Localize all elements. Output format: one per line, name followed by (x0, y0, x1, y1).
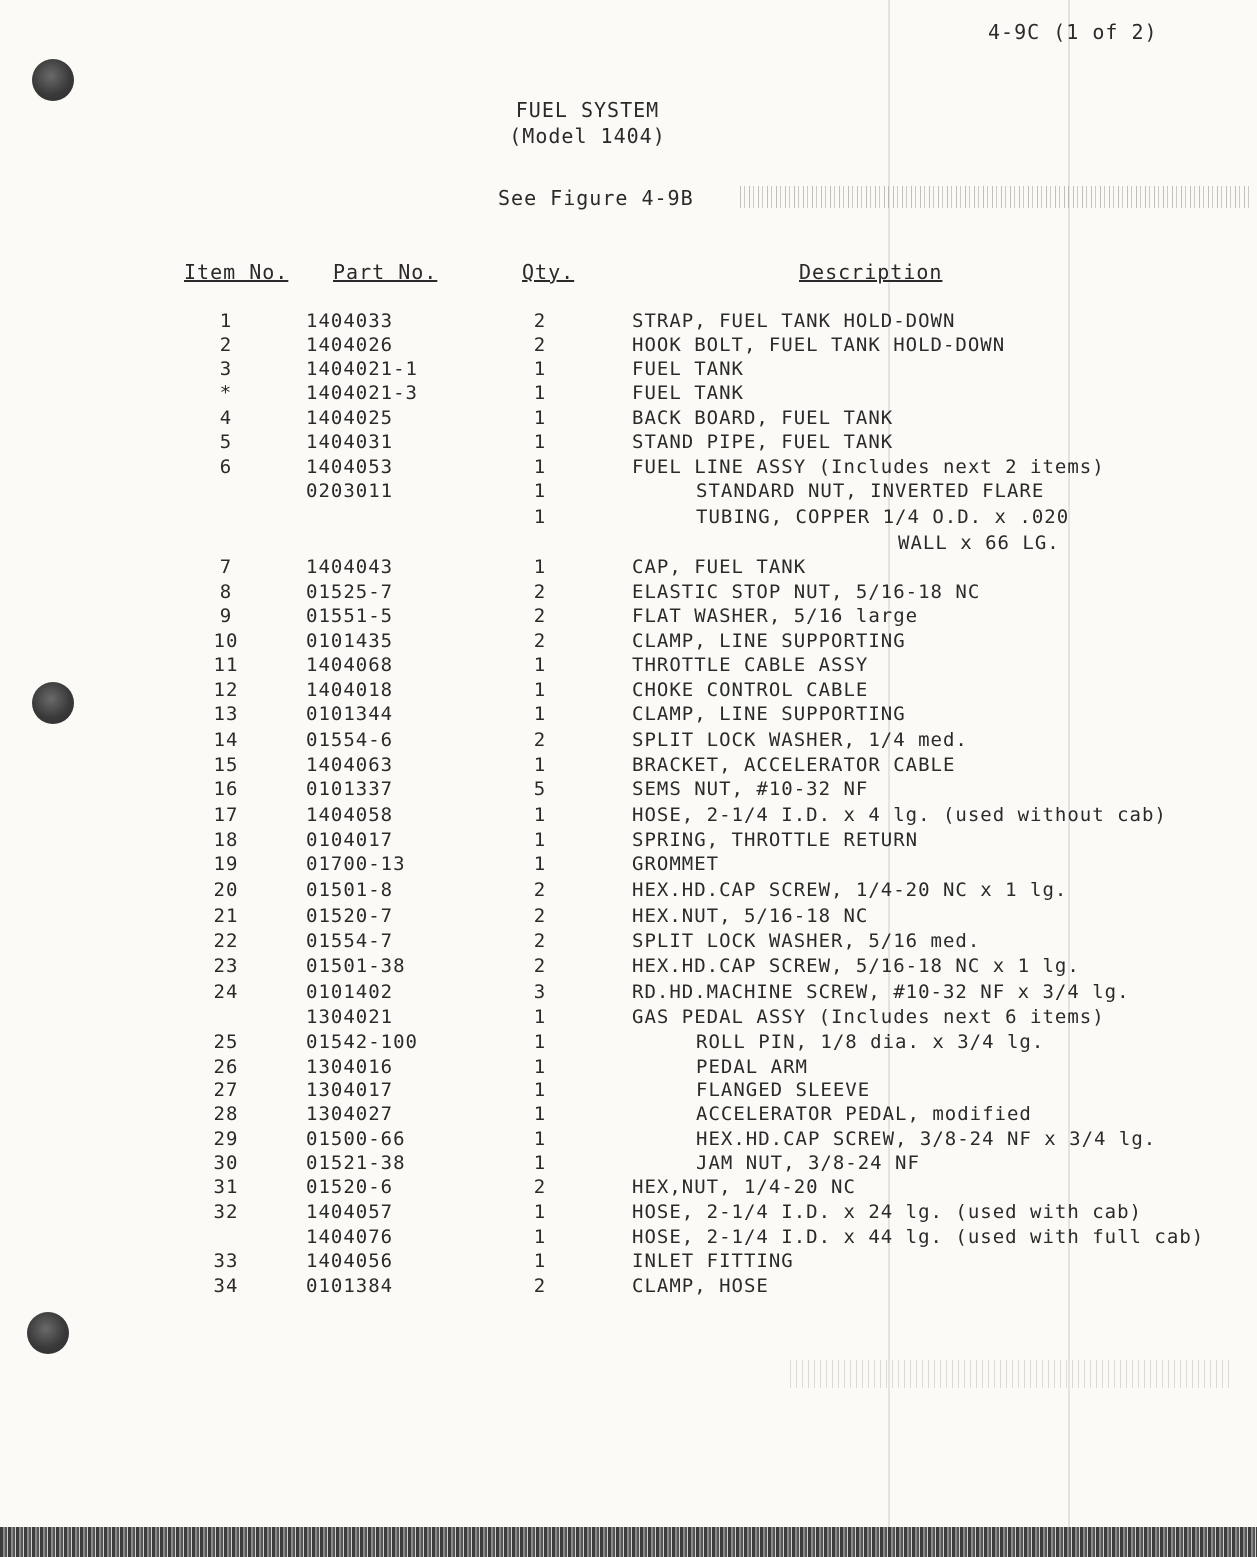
quantity: 1 (533, 829, 547, 851)
table-row (0, 853, 1257, 877)
description: GROMMET (632, 853, 720, 875)
quantity: 1 (533, 1128, 547, 1150)
item-number: * (219, 382, 233, 404)
table-row (0, 556, 1257, 580)
quantity: 2 (533, 1176, 547, 1198)
part-number: 1404021-3 (306, 382, 418, 404)
item-number: 15 (213, 754, 239, 776)
part-number: 1304017 (306, 1079, 394, 1101)
quantity: 2 (533, 334, 547, 356)
table-row (0, 754, 1257, 778)
table-row (0, 358, 1257, 382)
item-number: 18 (213, 829, 239, 851)
part-number: 01525-7 (306, 581, 394, 603)
part-number: 0203011 (306, 480, 394, 502)
description: HEX.HD.CAP SCREW, 3/8-24 NF x 3/4 lg. (696, 1128, 1157, 1150)
description: SPRING, THROTTLE RETURN (632, 829, 919, 851)
table-row (0, 630, 1257, 654)
quantity: 2 (533, 879, 547, 901)
part-number: 01520-7 (306, 905, 394, 927)
scan-noise (790, 1360, 1230, 1388)
item-number: 20 (213, 879, 239, 901)
part-number: 1304021 (306, 1006, 394, 1028)
quantity: 1 (533, 431, 547, 453)
description: STANDARD NUT, INVERTED FLARE (696, 480, 1045, 502)
quantity: 1 (533, 1006, 547, 1028)
quantity: 1 (533, 506, 547, 528)
item-number: 34 (213, 1275, 239, 1297)
quantity: 1 (533, 382, 547, 404)
part-number: 1404025 (306, 407, 394, 429)
quantity: 3 (533, 981, 547, 1003)
item-number: 32 (213, 1201, 239, 1223)
part-number: 1404043 (306, 556, 394, 578)
description: STRAP, FUEL TANK HOLD-DOWN (632, 310, 956, 332)
quantity: 1 (533, 1250, 547, 1272)
table-row (0, 1103, 1257, 1127)
header-qty: Qty. (522, 260, 575, 284)
item-number: 13 (213, 703, 239, 725)
description: HOSE, 2-1/4 I.D. x 44 lg. (used with full cab) (632, 1226, 1205, 1248)
part-number: 1404076 (306, 1226, 394, 1248)
description: HEX.NUT, 5/16-18 NC (632, 905, 869, 927)
table-row (0, 729, 1257, 753)
table-row (0, 1056, 1257, 1080)
figure-reference: See Figure 4-9B (498, 186, 694, 210)
part-number: 01700-13 (306, 853, 406, 875)
description: FLAT WASHER, 5/16 large (632, 605, 919, 627)
part-number: 01501-8 (306, 879, 394, 901)
quantity: 1 (533, 1201, 547, 1223)
description: HOOK BOLT, FUEL TANK HOLD-DOWN (632, 334, 1006, 356)
item-number: 19 (213, 853, 239, 875)
part-number: 1404053 (306, 456, 394, 478)
item-number: 27 (213, 1079, 239, 1101)
table-row (0, 506, 1257, 530)
quantity: 1 (533, 1056, 547, 1078)
quantity: 1 (533, 703, 547, 725)
part-number: 01554-6 (306, 729, 394, 751)
table-row (0, 1152, 1257, 1176)
description: TUBING, COPPER 1/4 O.D. x .020 (696, 506, 1070, 528)
description: HEX.HD.CAP SCREW, 1/4-20 NC x 1 lg. (632, 879, 1068, 901)
quantity: 2 (533, 605, 547, 627)
scan-edge (0, 1527, 1257, 1557)
table-row (0, 407, 1257, 431)
description: CHOKE CONTROL CABLE (632, 679, 869, 701)
header-description: Description (799, 260, 943, 284)
table-row (0, 334, 1257, 358)
description: HEX,NUT, 1/4-20 NC (632, 1176, 856, 1198)
quantity: 2 (533, 310, 547, 332)
description: HOSE, 2-1/4 I.D. x 24 lg. (used with cab) (632, 1201, 1142, 1223)
quantity: 1 (533, 754, 547, 776)
item-number: 31 (213, 1176, 239, 1198)
item-number: 17 (213, 804, 239, 826)
table-row (0, 981, 1257, 1005)
part-number: 1404056 (306, 1250, 394, 1272)
part-number: 0101384 (306, 1275, 394, 1297)
quantity: 1 (533, 804, 547, 826)
description: BACK BOARD, FUEL TANK (632, 407, 894, 429)
table-row (0, 1128, 1257, 1152)
item-number: 24 (213, 981, 239, 1003)
item-number: 8 (219, 581, 233, 603)
description: FUEL TANK (632, 382, 744, 404)
description: ROLL PIN, 1/8 dia. x 3/4 lg. (696, 1031, 1045, 1053)
description: FUEL TANK (632, 358, 744, 380)
part-number: 01542-100 (306, 1031, 418, 1053)
item-number: 1 (219, 310, 233, 332)
item-number: 14 (213, 729, 239, 751)
table-row (0, 532, 1257, 556)
item-number: 21 (213, 905, 239, 927)
table-row (0, 930, 1257, 954)
item-number: 4 (219, 407, 233, 429)
description: SPLIT LOCK WASHER, 1/4 med. (632, 729, 968, 751)
table-row (0, 1201, 1257, 1225)
item-number: 16 (213, 778, 239, 800)
description: CLAMP, HOSE (632, 1275, 769, 1297)
item-number: 3 (219, 358, 233, 380)
quantity: 1 (533, 556, 547, 578)
table-row (0, 1006, 1257, 1030)
item-number: 9 (219, 605, 233, 627)
part-number: 01551-5 (306, 605, 394, 627)
page-subtitle: (Model 1404) (509, 124, 666, 148)
quantity: 1 (533, 407, 547, 429)
table-row (0, 804, 1257, 828)
scan-noise (740, 186, 1250, 208)
quantity: 5 (533, 778, 547, 800)
item-number: 29 (213, 1128, 239, 1150)
part-number: 1404033 (306, 310, 394, 332)
description: THROTTLE CABLE ASSY (632, 654, 869, 676)
description: HOSE, 2-1/4 I.D. x 4 lg. (used without cab) (632, 804, 1167, 826)
part-number: 0101435 (306, 630, 394, 652)
part-number: 01521-38 (306, 1152, 406, 1174)
table-row (0, 431, 1257, 455)
description: SPLIT LOCK WASHER, 5/16 med. (632, 930, 981, 952)
part-number: 0101402 (306, 981, 394, 1003)
quantity: 2 (533, 905, 547, 927)
quantity: 1 (533, 1226, 547, 1248)
page-reference: 4-9C (1 of 2) (988, 20, 1158, 44)
part-number: 1404021-1 (306, 358, 418, 380)
table-row (0, 654, 1257, 678)
description: FUEL LINE ASSY (Includes next 2 items) (632, 456, 1105, 478)
header-part-no: Part No. (333, 260, 438, 284)
item-number: 5 (219, 431, 233, 453)
quantity: 1 (533, 853, 547, 875)
quantity: 2 (533, 1275, 547, 1297)
part-number: 1404068 (306, 654, 394, 676)
part-number: 1304027 (306, 1103, 394, 1125)
table-row (0, 829, 1257, 853)
page-title: FUEL SYSTEM (515, 98, 660, 122)
description: STAND PIPE, FUEL TANK (632, 431, 894, 453)
quantity: 2 (533, 930, 547, 952)
description: JAM NUT, 3/8-24 NF (696, 1152, 920, 1174)
table-row (0, 456, 1257, 480)
quantity: 1 (533, 1031, 547, 1053)
description: FLANGED SLEEVE (696, 1079, 871, 1101)
part-number: 1304016 (306, 1056, 394, 1078)
quantity: 1 (533, 358, 547, 380)
quantity: 1 (533, 1103, 547, 1125)
part-number: 01501-38 (306, 955, 406, 977)
item-number: 25 (213, 1031, 239, 1053)
quantity: 1 (533, 456, 547, 478)
description: CLAMP, LINE SUPPORTING (632, 630, 906, 652)
item-number: 6 (219, 456, 233, 478)
part-number: 1404026 (306, 334, 394, 356)
item-number: 11 (213, 654, 239, 676)
table-row (0, 778, 1257, 802)
part-number: 1404063 (306, 754, 394, 776)
table-row (0, 1176, 1257, 1200)
description: HEX.HD.CAP SCREW, 5/16-18 NC x 1 lg. (632, 955, 1080, 977)
item-number: 30 (213, 1152, 239, 1174)
item-number: 22 (213, 930, 239, 952)
table-row (0, 905, 1257, 929)
table-row (0, 605, 1257, 629)
table-row (0, 955, 1257, 979)
description: CAP, FUEL TANK (632, 556, 807, 578)
table-row (0, 679, 1257, 703)
table-row (0, 480, 1257, 504)
quantity: 2 (533, 955, 547, 977)
table-row (0, 703, 1257, 727)
description: PEDAL ARM (696, 1056, 808, 1078)
table-row (0, 1079, 1257, 1103)
binder-hole (27, 1312, 69, 1354)
quantity: 1 (533, 480, 547, 502)
binder-hole (32, 59, 74, 101)
quantity: 1 (533, 654, 547, 676)
part-number: 01520-6 (306, 1176, 394, 1198)
part-number: 1404058 (306, 804, 394, 826)
quantity: 2 (533, 729, 547, 751)
part-number: 1404018 (306, 679, 394, 701)
description: INLET FITTING (632, 1250, 794, 1272)
table-row (0, 879, 1257, 903)
part-number: 0104017 (306, 829, 394, 851)
header-item-no: Item No. (184, 260, 289, 284)
part-number: 0101337 (306, 778, 394, 800)
item-number: 10 (213, 630, 239, 652)
description: CLAMP, LINE SUPPORTING (632, 703, 906, 725)
table-row (0, 1226, 1257, 1250)
part-number: 0101344 (306, 703, 394, 725)
table-row (0, 382, 1257, 406)
table-row (0, 1275, 1257, 1299)
part-number: 1404031 (306, 431, 394, 453)
part-number: 01500-66 (306, 1128, 406, 1150)
item-number: 2 (219, 334, 233, 356)
part-number: 1404057 (306, 1201, 394, 1223)
description: RD.HD.MACHINE SCREW, #10-32 NF x 3/4 lg. (632, 981, 1130, 1003)
quantity: 1 (533, 1152, 547, 1174)
table-row (0, 581, 1257, 605)
table-row (0, 310, 1257, 334)
description: WALL x 66 LG. (898, 532, 1060, 554)
part-number: 01554-7 (306, 930, 394, 952)
table-row (0, 1250, 1257, 1274)
description: BRACKET, ACCELERATOR CABLE (632, 754, 956, 776)
description: ELASTIC STOP NUT, 5/16-18 NC (632, 581, 981, 603)
item-number: 33 (213, 1250, 239, 1272)
description: ACCELERATOR PEDAL, modified (696, 1103, 1032, 1125)
quantity: 2 (533, 581, 547, 603)
quantity: 1 (533, 679, 547, 701)
item-number: 28 (213, 1103, 239, 1125)
description: GAS PEDAL ASSY (Includes next 6 items) (632, 1006, 1105, 1028)
item-number: 26 (213, 1056, 239, 1078)
item-number: 7 (219, 556, 233, 578)
quantity: 2 (533, 630, 547, 652)
quantity: 1 (533, 1079, 547, 1101)
description: SEMS NUT, #10-32 NF (632, 778, 869, 800)
table-row (0, 1031, 1257, 1055)
item-number: 23 (213, 955, 239, 977)
item-number: 12 (213, 679, 239, 701)
